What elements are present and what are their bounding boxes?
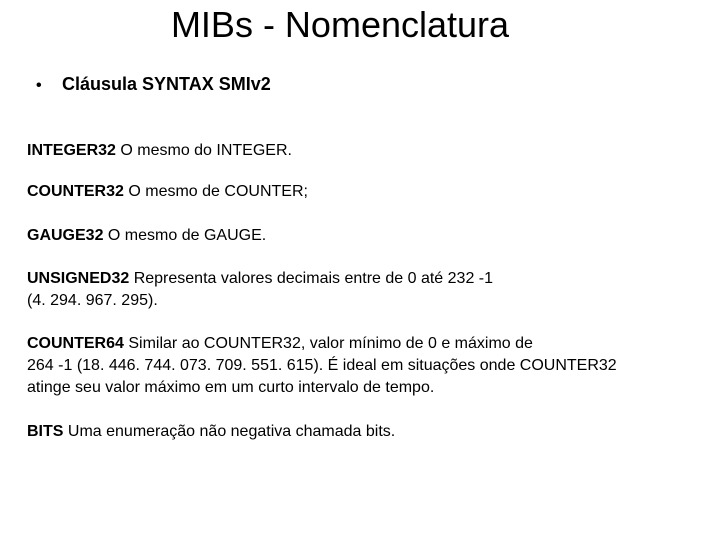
definition-line xyxy=(27,421,707,443)
bullet-text: Cláusula SYNTAX SMIv2 xyxy=(62,74,271,94)
definition-continuation: (4. 294. 967. 295). xyxy=(27,292,158,309)
definition-line xyxy=(27,181,707,203)
definition-line xyxy=(27,225,707,247)
definition-line xyxy=(27,268,707,290)
definition-integer32 xyxy=(27,140,707,162)
definition-text: Representa valores decimais entre de 0 até 232 -1 xyxy=(129,270,494,287)
slide-title: MIBs - Nomenclatura xyxy=(170,4,510,45)
definition-text: Similar ao COUNTER32, valor mínimo de 0 e máximo de xyxy=(123,335,533,352)
definition-continuation: 264 -1 (18. 446. 744. 073. 709. 551. 615). É ideal em situações onde COUNTER32 xyxy=(27,357,617,374)
definition-term: COUNTER32 xyxy=(27,183,124,200)
definition-text: O mesmo de GAUGE. xyxy=(103,227,267,244)
definition-continuation: atinge seu valor máximo em um curto intervalo de tempo. xyxy=(27,379,435,396)
definition-text: O mesmo de COUNTER; xyxy=(123,183,308,200)
definition-term: INTEGER32 xyxy=(27,142,116,159)
definition-term: BITS xyxy=(27,423,64,440)
definition-term: GAUGE32 xyxy=(27,227,104,244)
definition-gauge32 xyxy=(27,225,707,247)
definition-counter64 xyxy=(27,333,707,399)
definition-line xyxy=(27,140,707,162)
definition-term: COUNTER64 xyxy=(27,335,124,352)
definition-counter32 xyxy=(27,181,707,203)
bullet-item xyxy=(36,72,271,98)
definition-bits xyxy=(27,421,707,443)
definition-unsigned32 xyxy=(27,268,707,312)
bullet-icon: • xyxy=(36,77,42,94)
definition-text: O mesmo do INTEGER. xyxy=(115,142,292,159)
definition-term: UNSIGNED32 xyxy=(27,270,130,287)
definition-line xyxy=(27,333,707,355)
definition-text: Uma enumeração não negativa chamada bits. xyxy=(63,423,396,440)
